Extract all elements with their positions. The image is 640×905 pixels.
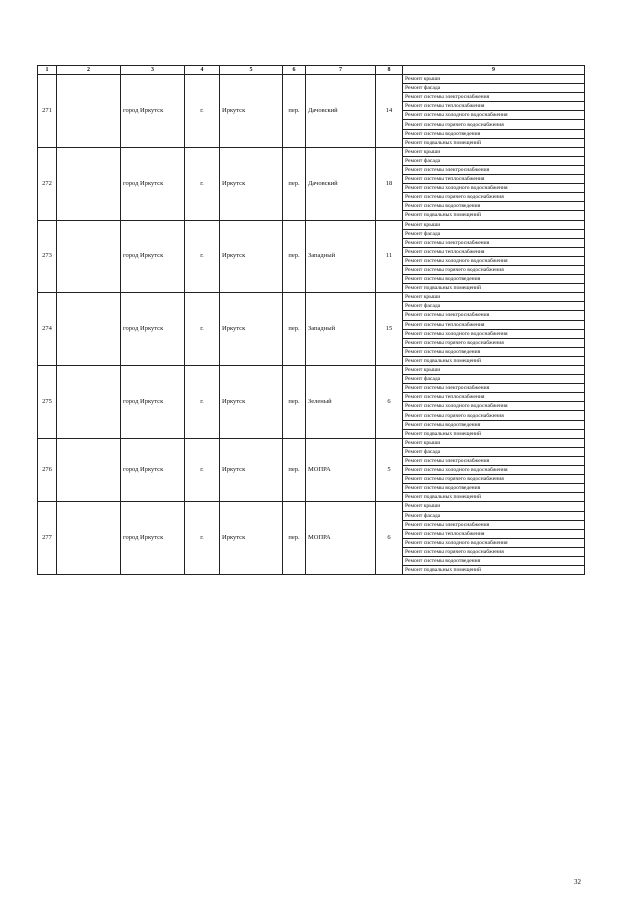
street-name: Западный	[306, 220, 376, 293]
repair-work-item: Ремонт подвальных помещений	[403, 429, 585, 438]
repair-work-item: Ремонт подвальных помещений	[403, 566, 585, 575]
column-header: 6	[283, 66, 306, 75]
locality-name: Иркутск	[220, 438, 283, 502]
empty-cell	[57, 75, 121, 148]
repair-work-item: Ремонт системы горячего водоснабжения	[403, 120, 585, 129]
column-header: 5	[220, 66, 283, 75]
repair-work-item: Ремонт подвальных помещений	[403, 284, 585, 293]
street-type: пер.	[283, 220, 306, 293]
repair-work-item: Ремонт системы электроснабжения	[403, 384, 585, 393]
empty-cell	[57, 293, 121, 366]
repair-work-item: Ремонт системы теплоснабжения	[403, 175, 585, 184]
empty-cell	[57, 147, 121, 220]
repair-work-item: Ремонт системы горячего водоснабжения	[403, 338, 585, 347]
repair-work-item: Ремонт фасада	[403, 511, 585, 520]
repair-work-item: Ремонт крыши	[403, 220, 585, 229]
repair-work-item: Ремонт фасада	[403, 375, 585, 384]
settlement-type: г.	[185, 502, 220, 575]
table-row	[38, 366, 585, 375]
city-name: город Иркутск	[121, 438, 185, 502]
settlement-type: г.	[185, 293, 220, 366]
repair-work-item: Ремонт подвальных помещений	[403, 493, 585, 502]
repair-register-table	[37, 65, 585, 575]
repair-work-item: Ремонт системы горячего водоснабжения	[403, 193, 585, 202]
street-name: Западный	[306, 293, 376, 366]
repair-work-item: Ремонт фасада	[403, 302, 585, 311]
table-row	[38, 293, 585, 302]
locality-name: Иркутск	[220, 366, 283, 439]
house-number: 14	[376, 75, 403, 148]
repair-work-item: Ремонт системы горячего водоснабжения	[403, 547, 585, 556]
street-type: пер.	[283, 502, 306, 575]
repair-work-item: Ремонт крыши	[403, 438, 585, 447]
repair-work-item: Ремонт системы теплоснабжения	[403, 320, 585, 329]
house-number: 11	[376, 220, 403, 293]
city-name: город Иркутск	[121, 75, 185, 148]
table-row	[38, 220, 585, 229]
repair-work-item: Ремонт системы электроснабжения	[403, 93, 585, 102]
city-name: город Иркутск	[121, 220, 185, 293]
repair-work-item: Ремонт системы теплоснабжения	[403, 102, 585, 111]
repair-work-item: Ремонт системы холодного водоснабжения	[403, 256, 585, 265]
repair-work-item: Ремонт крыши	[403, 502, 585, 511]
repair-work-item: Ремонт системы водоотведения	[403, 202, 585, 211]
street-name: Дачовский	[306, 147, 376, 220]
street-type: пер.	[283, 438, 306, 502]
repair-work-item: Ремонт крыши	[403, 366, 585, 375]
empty-cell	[57, 366, 121, 439]
record-number: 273	[38, 220, 57, 293]
table-row	[38, 438, 585, 447]
repair-work-item: Ремонт системы электроснабжения	[403, 165, 585, 174]
repair-work-item: Ремонт системы электроснабжения	[403, 238, 585, 247]
repair-work-item: Ремонт системы водоотведения	[403, 420, 585, 429]
repair-work-item: Ремонт подвальных помещений	[403, 211, 585, 220]
street-name: Дачовский	[306, 75, 376, 148]
street-type: пер.	[283, 75, 306, 148]
repair-work-item: Ремонт системы водоотведения	[403, 129, 585, 138]
repair-work-item: Ремонт системы горячего водоснабжения	[403, 411, 585, 420]
settlement-type: г.	[185, 75, 220, 148]
repair-work-item: Ремонт системы холодного водоснабжения	[403, 184, 585, 193]
settlement-type: г.	[185, 366, 220, 439]
repair-work-item: Ремонт системы водоотведения	[403, 347, 585, 356]
settlement-type: г.	[185, 147, 220, 220]
street-name: Зеленый	[306, 366, 376, 439]
house-number: 6	[376, 366, 403, 439]
street-type: пер.	[283, 147, 306, 220]
locality-name: Иркутск	[220, 502, 283, 575]
house-number: 6	[376, 502, 403, 575]
street-name: МОПРА	[306, 438, 376, 502]
street-type: пер.	[283, 366, 306, 439]
column-header: 9	[403, 66, 585, 75]
repair-work-item: Ремонт крыши	[403, 147, 585, 156]
column-header: 2	[57, 66, 121, 75]
locality-name: Иркутск	[220, 147, 283, 220]
repair-work-item: Ремонт системы электроснабжения	[403, 456, 585, 465]
repair-work-item: Ремонт фасада	[403, 229, 585, 238]
settlement-type: г.	[185, 220, 220, 293]
repair-work-item: Ремонт системы холодного водоснабжения	[403, 466, 585, 475]
repair-work-item: Ремонт крыши	[403, 75, 585, 84]
repair-work-item: Ремонт подвальных помещений	[403, 356, 585, 365]
repair-work-item: Ремонт фасада	[403, 447, 585, 456]
column-header: 3	[121, 66, 185, 75]
locality-name: Иркутск	[220, 293, 283, 366]
street-name: МОПРА	[306, 502, 376, 575]
repair-work-item: Ремонт системы теплоснабжения	[403, 529, 585, 538]
column-header: 1	[38, 66, 57, 75]
city-name: город Иркутск	[121, 366, 185, 439]
repair-work-item: Ремонт системы теплоснабжения	[403, 247, 585, 256]
repair-work-item: Ремонт системы водоотведения	[403, 275, 585, 284]
record-number: 274	[38, 293, 57, 366]
empty-cell	[57, 502, 121, 575]
settlement-type: г.	[185, 438, 220, 502]
repair-work-item: Ремонт системы электроснабжения	[403, 311, 585, 320]
repair-work-item: Ремонт подвальных помещений	[403, 138, 585, 147]
house-number: 15	[376, 293, 403, 366]
repair-work-item: Ремонт системы электроснабжения	[403, 520, 585, 529]
empty-cell	[57, 438, 121, 502]
record-number: 275	[38, 366, 57, 439]
repair-work-item: Ремонт системы холодного водоснабжения	[403, 538, 585, 547]
house-number: 18	[376, 147, 403, 220]
city-name: город Иркутск	[121, 147, 185, 220]
header-row	[38, 66, 585, 75]
table-body	[38, 75, 585, 575]
table-row	[38, 147, 585, 156]
repair-work-item: Ремонт системы горячего водоснабжения	[403, 265, 585, 274]
city-name: город Иркутск	[121, 502, 185, 575]
locality-name: Иркутск	[220, 220, 283, 293]
record-number: 272	[38, 147, 57, 220]
house-number: 5	[376, 438, 403, 502]
repair-work-item: Ремонт системы горячего водоснабжения	[403, 475, 585, 484]
repair-work-item: Ремонт системы холодного водоснабжения	[403, 111, 585, 120]
table-row	[38, 502, 585, 511]
repair-work-item: Ремонт системы водоотведения	[403, 484, 585, 493]
column-header: 7	[306, 66, 376, 75]
column-header: 4	[185, 66, 220, 75]
column-header: 8	[376, 66, 403, 75]
repair-work-item: Ремонт системы холодного водоснабжения	[403, 329, 585, 338]
record-number: 276	[38, 438, 57, 502]
repair-work-item: Ремонт крыши	[403, 293, 585, 302]
page-number: 32	[574, 878, 581, 886]
record-number: 277	[38, 502, 57, 575]
record-number: 271	[38, 75, 57, 148]
repair-work-item: Ремонт фасада	[403, 84, 585, 93]
empty-cell	[57, 220, 121, 293]
repair-work-item: Ремонт фасада	[403, 156, 585, 165]
repair-work-item: Ремонт системы теплоснабжения	[403, 393, 585, 402]
city-name: город Иркутск	[121, 293, 185, 366]
street-type: пер.	[283, 293, 306, 366]
repair-work-item: Ремонт системы водоотведения	[403, 556, 585, 565]
repair-work-item: Ремонт системы холодного водоснабжения	[403, 402, 585, 411]
locality-name: Иркутск	[220, 75, 283, 148]
table-row	[38, 75, 585, 84]
